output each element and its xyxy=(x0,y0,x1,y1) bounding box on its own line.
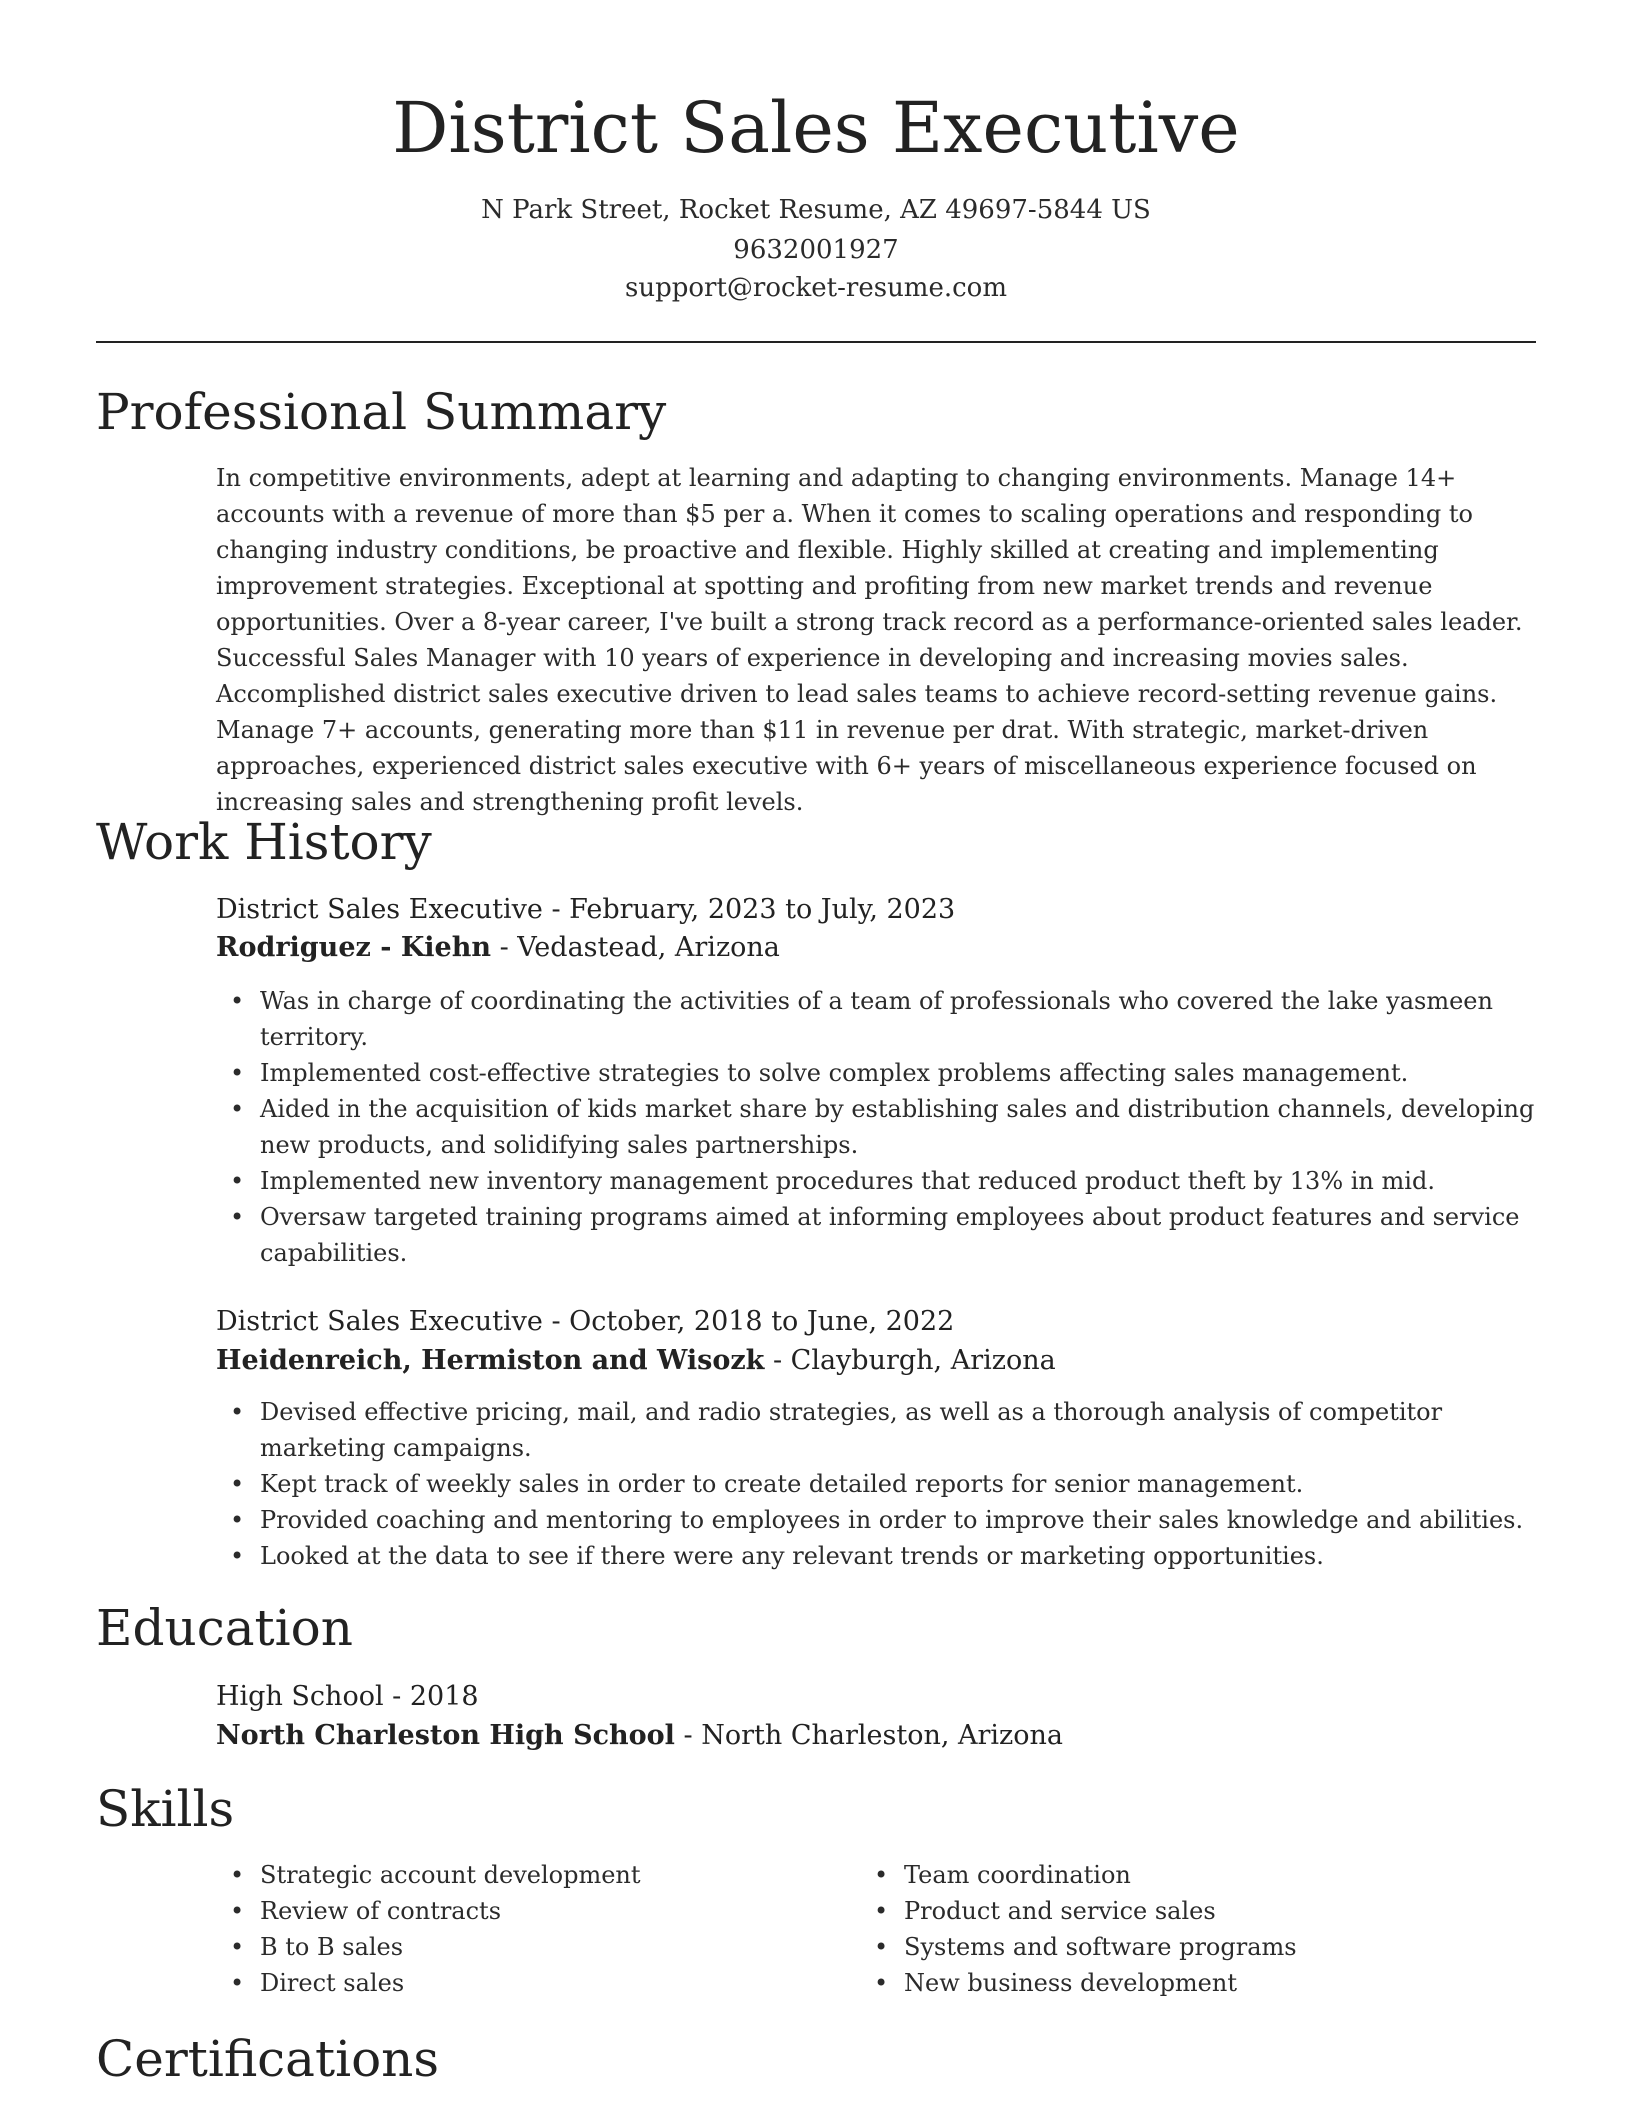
skill-item: • B to B sales xyxy=(216,1929,856,1965)
list-item: • Aided in the acquisition of kids market share by establishing sales and distribution channels, developing new products, and solidifying sales partnerships. xyxy=(216,1091,1536,1163)
list-item: • Was in charge of coordinating the activities of a team of professionals who covered the lake yasmeen territory. xyxy=(216,983,1536,1055)
job-2-company: Heidenreich, Hermiston and Wisozk xyxy=(216,1345,765,1376)
job-2-location: - Clayburgh, Arizona xyxy=(764,1345,1056,1376)
education-school: North Charleston High School xyxy=(216,1720,675,1751)
job-2-role: District Sales Executive xyxy=(216,1306,543,1337)
job-2-duties xyxy=(216,1394,1536,1574)
contact-address: N Park Street, Rocket Resume, AZ 49697-5844 US xyxy=(481,195,1151,225)
contact-email: support@rocket-resume.com xyxy=(624,273,1007,303)
education-degree-line xyxy=(216,1678,1536,1716)
skills-left-column xyxy=(216,1857,856,2001)
job-2-title-line xyxy=(216,1303,1536,1341)
job-2-dates: - October, 2018 to June, 2022 xyxy=(542,1306,955,1337)
list-item: • Looked at the data to see if there were any relevant trends or marketing opportunities. xyxy=(216,1538,1536,1574)
skill-item: • Review of contracts xyxy=(216,1893,856,1929)
education-degree: High School xyxy=(216,1681,384,1712)
skill-item: • Direct sales xyxy=(216,1965,856,2001)
list-item: • Implemented new inventory management procedures that reduced product theft by 13% in mid. xyxy=(216,1163,1536,1199)
skill-item: • Strategic account development xyxy=(216,1857,856,1893)
job-1-company: Rodriguez - Kiehn xyxy=(216,932,491,963)
job-2-company-line xyxy=(216,1342,1536,1380)
job-1-company-line xyxy=(216,929,1536,967)
education-year: - 2018 xyxy=(383,1681,479,1712)
education-location: - North Charleston, Arizona xyxy=(674,1720,1064,1751)
header-divider xyxy=(96,341,1536,343)
skill-item: • Systems and software programs xyxy=(860,1929,1500,1965)
work-history-heading: Work History xyxy=(96,813,432,871)
job-1-duties xyxy=(216,983,1536,1271)
job-1-dates: - February, 2023 to July, 2023 xyxy=(542,894,956,925)
education-heading: Education xyxy=(96,1599,353,1657)
job-1-title-line xyxy=(216,891,1536,929)
list-item: • Kept track of weekly sales in order to create detailed reports for senior management. xyxy=(216,1466,1536,1502)
candidate-name: District Sales Executive xyxy=(392,87,1240,169)
list-item: • Devised effective pricing, mail, and radio strategies, as well as a thorough analysis of competitor marketing campaigns. xyxy=(216,1394,1536,1466)
skill-item: • New business development xyxy=(860,1965,1500,2001)
summary-heading: Professional Summary xyxy=(96,383,667,441)
summary-text: In competitive environments, adept at learning and adapting to changing environments. Manage 14+ accounts with a revenue of more than $5 per a. When it comes to scaling operations and responding to changing industry conditions, be proactive and flexible. Highly skilled at creating and implementing improvement strategies. Exceptional at spotting and profiting from new market trends and revenue opportunities. Over a 8-year career, I've built a strong track record as a performance-oriented sales leader. Successful Sales Manager with 10 years of experience in developing and increasing movies sales. Accomplished district sales executive driven to lead sales teams to achieve record-setting revenue gains. Manage 7+ accounts, generating more than $11 in revenue per drat. With strategic, market-driven approaches, experienced district sales executive with 6+ years of miscellaneous experience focused on increasing sales and strengthening profit levels. xyxy=(216,464,1523,816)
skill-item: • Product and service sales xyxy=(860,1893,1500,1929)
list-item: • Provided coaching and mentoring to employees in order to improve their sales knowledge and abilities. xyxy=(216,1502,1536,1538)
education-school-line xyxy=(216,1717,1536,1755)
list-item: • Oversaw targeted training programs aimed at informing employees about product features and service capabilities. xyxy=(216,1199,1536,1271)
contact-phone: 9632001927 xyxy=(733,235,899,265)
job-1-role: District Sales Executive xyxy=(216,894,543,925)
list-item: • Implemented cost-effective strategies to solve complex problems affecting sales management. xyxy=(216,1055,1536,1091)
job-1-location: - Vedastead, Arizona xyxy=(491,932,780,963)
skills-right-column xyxy=(860,1857,1500,2001)
skills-heading: Skills xyxy=(96,1780,235,1838)
skill-item: • Team coordination xyxy=(860,1857,1500,1893)
certifications-heading: Certifications xyxy=(96,2030,440,2088)
